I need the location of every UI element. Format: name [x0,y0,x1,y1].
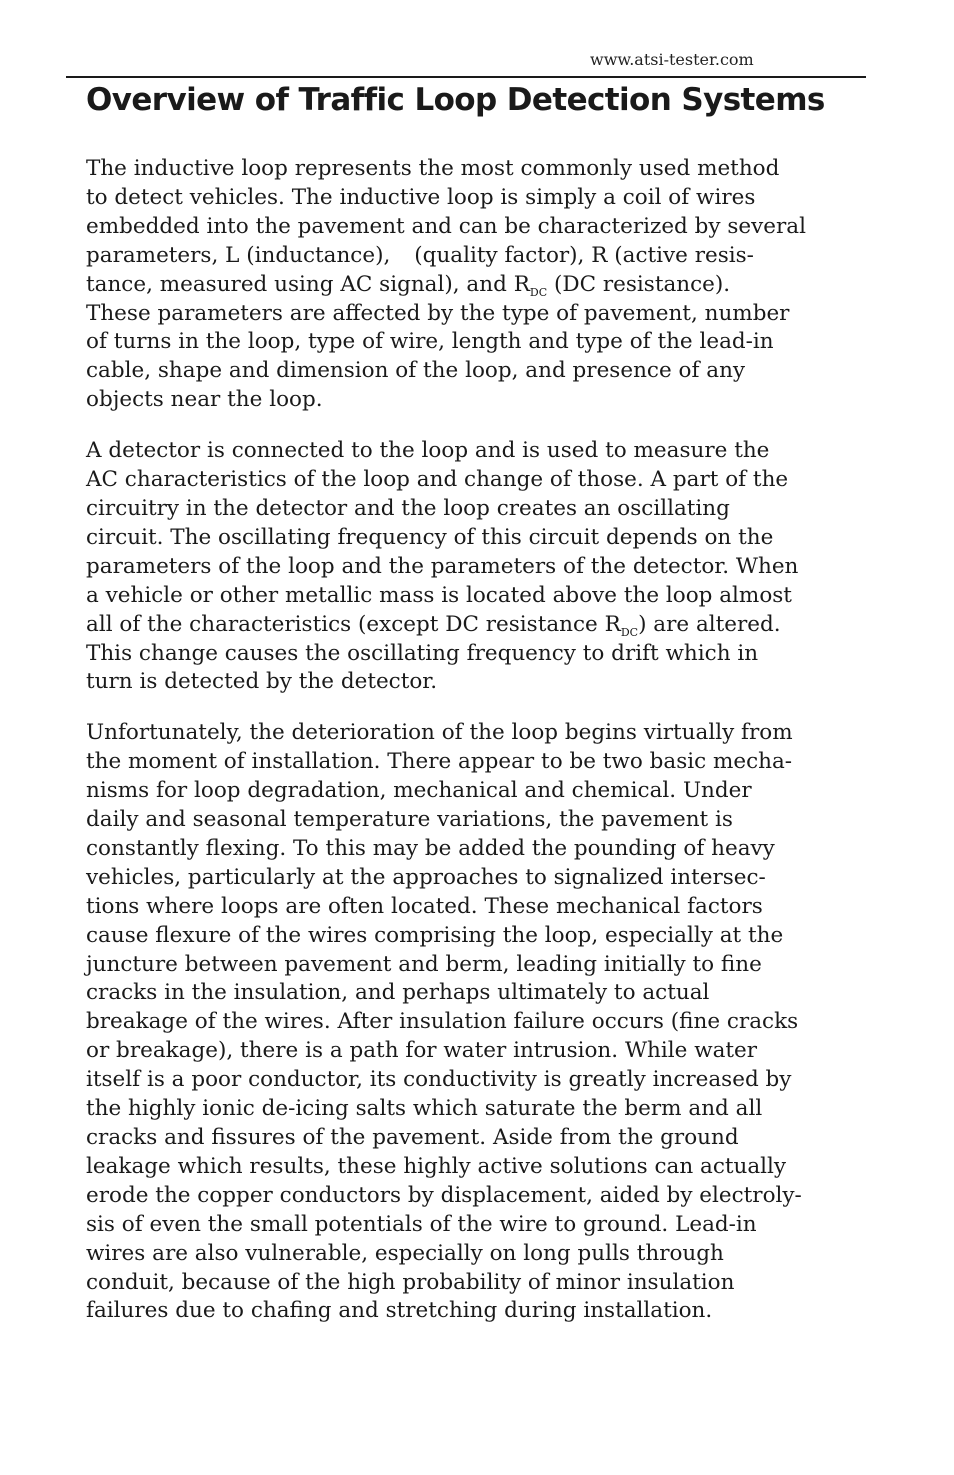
text-line: objects near the loop. [86,387,323,413]
text-line: embedded into the pavement and can be characterized by several [86,213,806,239]
text-fragment: (DC resistance). [547,271,731,297]
text-line: AC characteristics of the loop and change of those. A part of the [86,467,789,493]
text-fragment: parameters, L (inductance), [86,242,391,268]
text-line: conduit, because of the high probability of minor insulation [86,1269,735,1295]
text-line: erode the copper conductors by displacement, aided by electroly- [86,1182,802,1208]
text-line: The inductive loop represents the most commonly used method [86,156,780,181]
text-line: cracks and fissures of the pavement. Aside from the ground [86,1125,739,1150]
text-line: constantly flexing. To this may be added the pounding of heavy [86,835,775,861]
article-body [86,155,876,1348]
page-title: Overview of Traffic Loop Detection Systems [86,82,825,118]
text-line: or breakage), there is a path for water intrusion. While water [86,1038,758,1064]
text-line: turn is detected by the detector. [86,669,438,695]
text-line: itself is a poor conductor, its conductivity is greatly increased by [86,1067,792,1093]
text-line: tions where loops are often located. These mechanical factors [86,893,763,919]
text-line: daily and seasonal temperature variations, the pavement is [86,807,733,833]
text-line: Unfortunately, the deterioration of the loop begins virtually from [86,720,793,746]
text-fragment: all of the characteristics (except DC resistance R [86,611,621,637]
text-line: This change causes the oscillating frequency to drift which in [86,640,759,666]
text-line: leakage which results, these highly active solutions can actually [86,1153,787,1179]
paragraph-2 [86,437,876,697]
text-line: parameters of the loop and the parameters of the detector. When [86,553,799,579]
subscript: DC [620,625,639,639]
paragraph-1 [86,155,876,415]
header-divider [66,76,866,78]
text-line: of turns in the loop, type of wire, length and type of the lead-in [86,329,774,355]
text-line: the highly ionic de-icing salts which saturate the berm and all [86,1096,763,1122]
text-line: wires are also vulnerable, especially on long pulls through [86,1240,724,1266]
subscript: DC [529,285,548,299]
text-fragment: ) are altered. [638,611,781,637]
text-line: sis of even the small potentials of the wire to ground. Lead-in [86,1211,757,1237]
text-line: circuitry in the detector and the loop creates an oscillating [86,495,730,521]
text-line: These parameters are affected by the type of pavement, number [86,300,790,326]
text-line: breakage of the wires. After insulation failure occurs (fine cracks [86,1009,799,1035]
text-line [86,242,876,271]
text-line: the moment of installation. There appear to be two basic mecha- [86,749,793,775]
text-line: to detect vehicles. The inductive loop is simply a coil of wires [86,184,756,210]
text-line [86,271,876,300]
text-line: a vehicle or other metallic mass is located above the loop almost [86,582,792,608]
text-line: A detector is connected to the loop and is used to measure the [86,438,770,464]
text-line: cable, shape and dimension of the loop, and presence of any [86,358,746,384]
text-line: nisms for loop degradation, mechanical and chemical. Under [86,778,752,804]
text-line: failures due to chafing and stretching during installation. [86,1298,713,1324]
website-url: www.atsi-tester.com [590,50,754,69]
text-line: cracks in the insulation, and perhaps ultimately to actual [86,980,710,1006]
text-fragment: (quality factor), R (active resis- [414,242,754,268]
text-line: cause flexure of the wires comprising the loop, especially at the [86,922,784,948]
text-line: circuit. The oscillating frequency of this circuit depends on the [86,524,774,550]
text-line: vehicles, particularly at the approaches to signalized intersec- [86,864,766,890]
text-line [86,611,876,640]
text-line: juncture between pavement and berm, leading initially to fine [86,951,762,977]
paragraph-3 [86,719,876,1326]
text-fragment: tance, measured using AC signal), and R [86,271,530,297]
